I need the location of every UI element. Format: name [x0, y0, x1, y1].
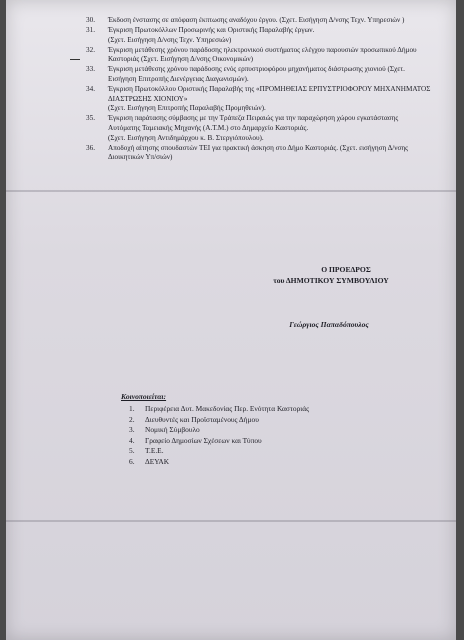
agenda-item-note: (Σχετ. Εισήγηση Αντιδημάρχου κ. Β. Στεργιόπουλου).: [108, 133, 264, 142]
cc-item-text: Γραφείο Δημοσίων Σχέσεων και Τύπου: [145, 435, 262, 445]
agenda-item-text: Έγκριση μετάθεσης χρόνου παράδοσης ηλεκτρονικού συστήματος ελέγχου παρουσιών προσωπικού Δήμου Καστοριάς (Σχετ. Εισήγηση Δ/νσης Οικονομικών): [108, 45, 417, 64]
agenda-item-number: 30.: [86, 16, 95, 24]
council-subtitle: του ΔΗΜΟΤΙΚΟΥ ΣΥΜΒΟΥΛΙΟΥ: [273, 276, 389, 285]
agenda-item-note: (Σχετ. Εισήγηση Δ/νσης Τεχν. Υπηρεσιών): [108, 35, 232, 44]
agenda-item-text: Έγκριση παράτασης σύμβασης με την Τράπεζα Πειραιώς για την παραχώρηση χώρου εγκατάστασης Αυτόματης Ταμειακής Μηχανής (Α.Τ.Μ.) στο Δημαρχείο Καστοριάς.: [108, 114, 399, 133]
cc-item-number: 4.: [129, 435, 135, 445]
cc-item-number: 1.: [129, 404, 135, 413]
cc-item-number: 5.: [129, 446, 135, 456]
agenda-item-number: 32.: [86, 45, 95, 54]
agenda-item-text: Έκδοση ένστασης σε απόφαση έκπτωσης αναδόχου έργου. (Σχετ. Εισήγηση Δ/νσης Τεχν. Υπηρεσιών ): [108, 16, 405, 24]
agenda-item: [86, 144, 431, 163]
agenda-item: [86, 114, 431, 143]
agenda-item-number: 34.: [86, 85, 95, 94]
cc-item: [121, 425, 421, 436]
margin-mark: [70, 59, 80, 60]
cc-item-text: Νομική Σύμβουλο: [145, 425, 200, 435]
paper-fold: [6, 520, 456, 522]
signatory-name: Γεώργιος Παπαδόπουλος: [289, 320, 369, 329]
cc-item: [121, 404, 421, 415]
agenda-item-number: 31.: [86, 26, 95, 35]
paper-fold: [6, 190, 456, 192]
cc-item-number: 6.: [129, 456, 135, 466]
cc-item-number: 3.: [129, 425, 135, 435]
cc-item: [121, 415, 421, 426]
agenda-item: [86, 46, 431, 65]
agenda-item-text: Έγκριση Πρωτοκόλλων Προσωρινής και Οριστικής Παραλαβής έργων.: [108, 26, 315, 35]
president-title: Ο ΠΡΟΕΔΡΟΣ: [321, 265, 371, 274]
agenda-item-number: 35.: [86, 114, 95, 123]
agenda-item: [86, 26, 431, 45]
cc-list: [121, 404, 421, 468]
agenda-item-text: Έγκριση μετάθεσης χρόνου παράδοσης ενός ερπυστριοφόρου μηχανήματος διάστρωσης χιονιού (Σχετ. Εισήγηση Επιτροπής Διενέργειας Διαγωνισμών).: [108, 65, 405, 84]
agenda-item-note: (Σχετ. Εισήγηση Επιτροπής Παραλαβής Προμηθειών).: [108, 104, 266, 113]
agenda-item-number: 33.: [86, 65, 95, 74]
agenda-item: [86, 16, 431, 26]
cc-item-text: Τ.Ε.Ε.: [145, 446, 164, 456]
document-page: [6, 0, 456, 640]
cc-item-text: Διευθυντές και Προϊσταμένους Δήμου: [145, 414, 259, 424]
agenda-item-text: Έγκριση Πρωτοκόλλου Οριστικής Παραλαβής της «ΠΡΟΜΗΘΕΙΑΣ ΕΡΠΥΣΤΡΙΟΦΟΡΟΥ ΜΗΧΑΝΗΜΑΤΟΣ ΔΙΑΣΤΡΩΣΗΣ ΧΙΟΝΙΟΥ»: [108, 85, 431, 103]
cc-item: [121, 436, 421, 447]
cc-item-text: Περιφέρεια Δυτ. Μακεδονίας Περ. Ενότητα Καστοριάς: [145, 404, 310, 413]
agenda-item-text: Αποδοχή αίτησης σπουδαστών ΤΕΙ για πρακτική άσκηση στο Δήμο Καστοριάς. (Σχετ. εισήγηση Δ/νσης Διοικητικών Υπ/σιών): [108, 143, 408, 162]
cc-item-text: ΔΕΥΑΚ: [145, 456, 170, 466]
agenda-item-number: 36.: [86, 143, 95, 152]
agenda-item: [86, 65, 431, 84]
agenda-item: [86, 85, 431, 114]
cc-title: Κοινοποιείται:: [121, 392, 167, 401]
agenda-list: [86, 16, 431, 163]
cc-item-number: 2.: [129, 414, 135, 424]
cc-section: [121, 392, 421, 468]
cc-item: [121, 457, 421, 468]
cc-item: [121, 446, 421, 457]
